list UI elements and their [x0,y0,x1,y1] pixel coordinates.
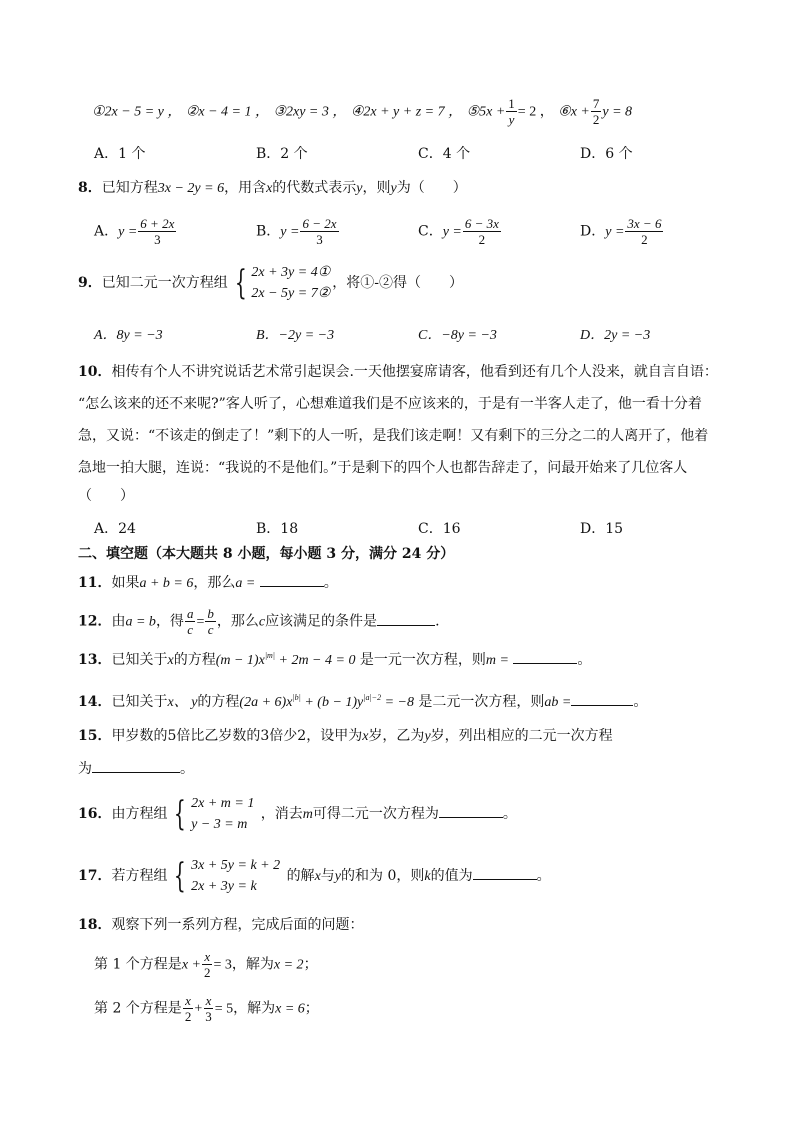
q13: 13．已知关于x的方程$(m - 1)x^{|m|} + 2m - 4 = 0$ 是一元一次方程，则m = 。 [78,651,592,668]
brace-icon: { [174,856,187,896]
q16-answer-blank[interactable] [439,803,503,818]
equation-item: ⑤5x + [466,104,506,120]
q9-option-b[interactable]: B．−2y = −3 [256,328,335,343]
q8-option-c[interactable]: C．y = $\frac{6 - 3x}{2}$ [418,216,499,247]
section-heading: 二、填空题（本大题共 8 小题，每小题 3 分，满分 24 分） [78,546,455,562]
equation-system: { 2x + 3y = 4① 2x − 5y = 7② [234,263,331,303]
q9-stem: 9．已知二元一次方程组 { 2x + 3y = 4① 2x − 5y = 7② ，将①-②得（ ） [78,263,463,303]
q10-line-1: 10．相传有个人不讲究说话艺术常引起误会.一天他摆宴席请客，他看到还有几个人没来，就自言自语： [78,364,718,380]
q7-option-a[interactable]: A．1 个 [94,146,146,162]
equation-item: ①2x − 5 = y ， [92,104,182,120]
q14-answer-blank[interactable] [571,691,633,706]
q15-line-2: 为 。 [78,758,194,779]
q10-line-3: 急，又说：“不该走的倒走了！”剩下的人一听，是我们该走啊！又有剩下的三分之二的人离开了，他着 [78,428,709,444]
equation-item: ⑥x + [558,104,590,120]
q17-answer-blank[interactable] [473,865,537,880]
equation-item: ③2xy = 3 ， [273,104,347,120]
q10-option-a[interactable]: A．24 [94,521,136,537]
brace-icon: { [174,794,187,834]
q7-option-b[interactable]: B．2 个 [256,146,308,162]
q8-option-d[interactable]: D．y = $\frac{3x - 6}{2}$ [580,216,662,247]
equation-system: { 3x + 5y = k + 2 2x + 3y = k [174,856,281,896]
q8-stem: 8．已知方程3x − 2y = 6，用含x的代数式表示y，则y为（ ） [78,180,467,196]
q12-answer-blank[interactable] [377,611,435,626]
q17: 17．若方程组 { 3x + 5y = k + 2 2x + 3y = k 的解x与y的和为 0，则k的值为 。 [78,856,551,896]
fraction: $\frac{1}{y}$ [508,96,515,127]
q14: 14．已知关于x、 y的方程$(2a + 6)x^{|b|} + (b - 1)y^{|a|-2} = -8$ 是二元一次方程，则ab = 。 [78,693,648,710]
q15-line-1: 15．甲岁数的5倍比乙岁数的3倍少2，设甲为x岁，乙为y岁，列出相应的二元一次方程 [78,728,613,744]
q7-option-c[interactable]: C．4 个 [418,146,471,162]
q11-answer-blank[interactable] [260,572,324,587]
q9-option-d[interactable]: D．2y = −3 [580,328,651,343]
equation-list: ①2x − 5 = y ， ②x − 4 = 1 ， ③2xy = 3 ， ④2x + y + z = 7 ， ⑤5x + $\frac{1}{y}$ = 2 ， ⑥x + $\frac{7}{2}$ y = 8 [92,96,633,127]
q8-option-a[interactable]: A．y = $\frac{6 + 2x}{3}$ [94,216,175,247]
q9-option-c[interactable]: C．−8y = −3 [418,328,497,343]
q7-option-d[interactable]: D．6 个 [580,146,633,162]
q10-line-4: 急地一拍大腿，连说：“我说的不是他们。”于是剩下的四个人也都告辞走了，问最开始来了几位客人 [78,460,688,476]
q10-line-5: （ ） [78,488,134,504]
brace-icon: { [234,263,247,303]
equation-item: ②x − 4 = 1 ， [185,104,269,120]
q12: 12．由a = b，得 $\frac{a}{c}$ = $\frac{b}{c}$ ，那么c应该满足的条件是 . [78,606,440,637]
q18-equation-2: 第 2 个方程是 $\frac{x}{2}$ + $\frac{x}{3}$ = 5，解为x = 6； [94,993,319,1024]
equation-system: { 2x + m = 1 y − 3 = m [174,794,255,834]
q10-line-2: “怎么该来的还不来呢?”客人听了，心想难道我们是不应该来的，于是有一半客人走了，他一看十分着 [78,396,702,412]
fraction: $\frac{7}{2}$ [592,96,600,127]
q18-stem: 18．观察下列一系列方程，完成后面的问题： [78,917,364,933]
q10-option-c[interactable]: C．16 [418,521,461,537]
q9-option-a[interactable]: A．8y = −3 [94,328,163,343]
q10-option-b[interactable]: B．18 [256,521,299,537]
q11: 11．如果a + b = 6，那么a = 。 [78,572,338,594]
equation-item: ④2x + y + z = 7 ， [350,104,463,120]
q8-option-b[interactable]: B．y = $\frac{6 - 2x}{3}$ [256,216,337,247]
q16: 16．由方程组 { 2x + m = 1 y − 3 = m ，消去m可得二元一次方程为 。 [78,794,517,834]
q15-answer-blank[interactable] [92,758,180,773]
q10-option-d[interactable]: D．15 [580,521,624,537]
q13-answer-blank[interactable] [513,649,577,664]
q18-equation-1: 第 1 个方程是x + $\frac{x}{2}$ = 3，解为x = 2； [94,949,318,980]
